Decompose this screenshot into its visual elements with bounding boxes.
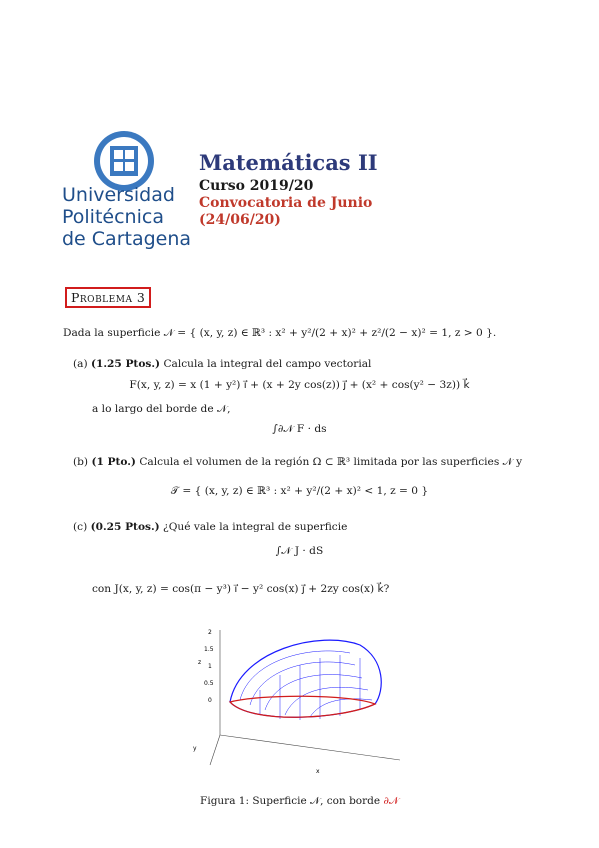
part-points: (0.25 Ptos.) [90,521,160,533]
y-axis [210,735,220,765]
surface-integral: ∫𝒩 J · dS [275,545,324,557]
figure-caption [0,795,599,808]
part-c [73,521,347,533]
problem-label: Problema 3 [65,287,151,308]
part-text: Calcula el volumen de la región Ω ⊂ ℝ³ limitada por las superficies 𝒩 y [139,456,523,468]
problem-intro: Dada la superficie 𝒩 = { (x, y, z) ∈ ℝ³ : x² + y²/(2 + x)² + z²/(2 − x)² = 1, z > 0 }. [63,327,497,339]
vector-field-equation: F(x, y, z) = x (1 + y²) i⃗ + (x + 2y cos(z)) j⃗ + (x² + cos(y² − 3z)) k⃗ [129,379,470,391]
course-year: Curso 2019/20 [199,178,314,194]
university-line: de Cartagena [62,228,192,250]
part-id: (a) [73,358,88,370]
surface-plot [190,620,410,780]
surface-outline [230,640,381,717]
exam-session: Convocatoria de Junio [199,195,373,211]
z-tick: 2 [208,629,212,636]
part-points: (1 Pto.) [91,456,136,468]
course-title: Matemáticas II [199,150,378,175]
part-text: ¿Qué vale la integral de superficie [163,521,348,533]
part-a [73,358,371,370]
surface-mesh [240,651,372,720]
part-text: Calcula la integral del campo vectorial [163,358,372,370]
part-id: (c) [73,521,88,533]
region-T-equation: 𝒯 = { (x, y, z) ∈ ℝ³ : x² + y²/(2 + x)² < 1, z = 0 } [170,485,429,497]
z-tick: 0.5 [204,680,214,687]
z-tick: 1 [208,663,212,670]
caption-border-symbol: ∂𝒩 [383,795,399,807]
x-axis-label: x [316,768,320,775]
part-b [73,456,522,469]
part-c-after: con J(x, y, z) = cos(π − y³) i⃗ − y² cos(x) j⃗ + 2zy cos(x) k⃗? [92,583,390,595]
z-tick: 1.5 [204,646,214,653]
line-integral: ∫∂𝒩 F · ds [272,423,327,435]
y-axis-label: y [193,745,197,752]
part-points: (1.25 Ptos.) [90,358,161,370]
university-line: Politécnica [62,206,164,228]
z-tick: 0 [208,697,212,704]
exam-date: (24/06/20) [199,212,281,228]
z-axis-label: z [198,659,202,666]
university-line: Universidad [62,184,175,206]
university-name [62,184,191,250]
caption-text: Figura 1: Superficie 𝒩, con borde [200,795,384,807]
part-a-after: a lo largo del borde de 𝒩, [92,403,231,415]
part-id: (b) [73,456,89,468]
x-axis [220,735,400,760]
